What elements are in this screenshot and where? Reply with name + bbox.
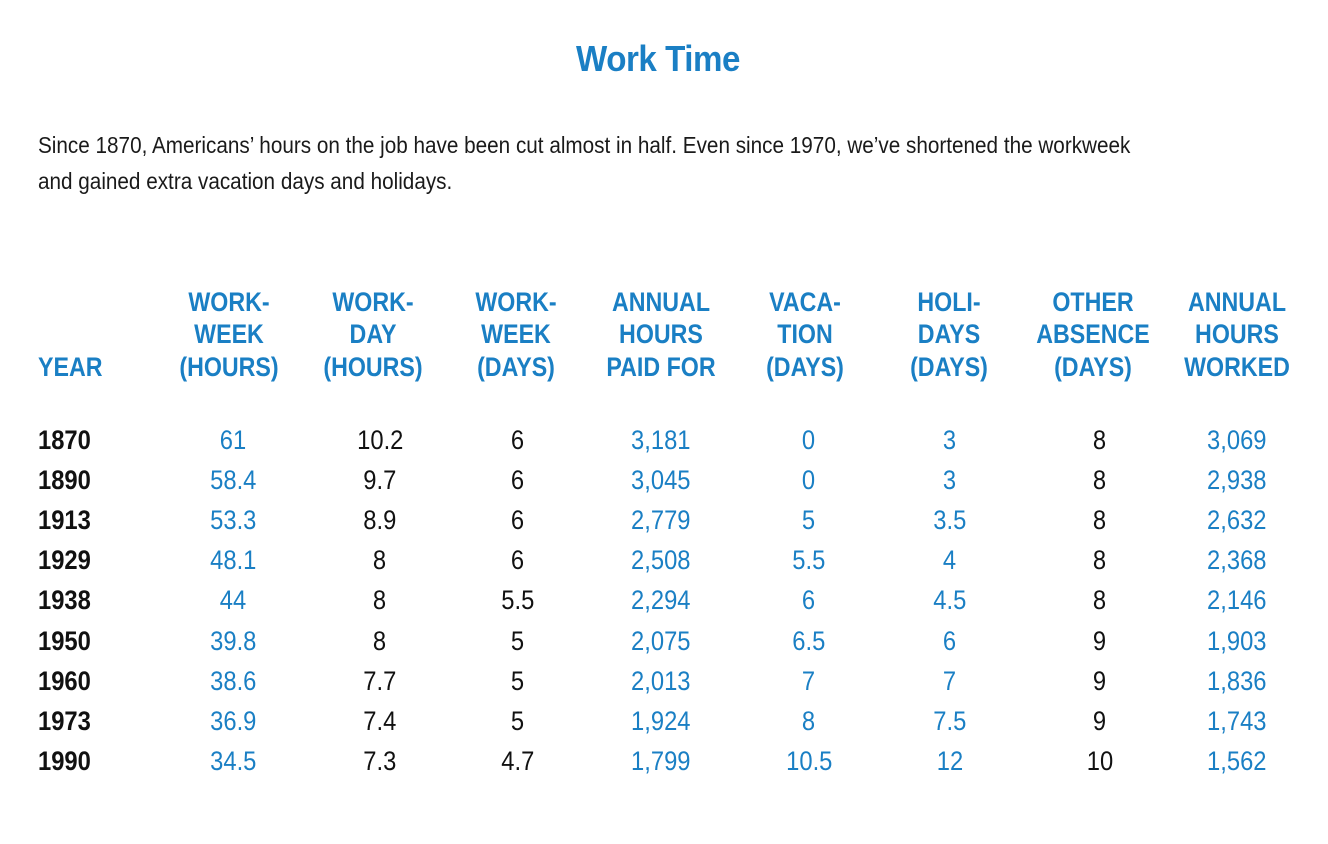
cell-holidays-days: 3 xyxy=(943,425,957,455)
cell-holidays-days: 7 xyxy=(943,665,957,696)
cell-workweek-days: 6 xyxy=(511,425,525,455)
cell-workday-hours: 8 xyxy=(373,625,387,656)
column-header-annual-hours-worked: ANNUAL HOURS WORKED xyxy=(1184,286,1290,382)
cell-vacation-days: 10.5 xyxy=(785,745,833,776)
cell-workweek-days: 6 xyxy=(511,465,525,496)
cell-workweek-hours: 53.3 xyxy=(209,505,257,536)
table-row xyxy=(0,661,1328,701)
cell-other-absence-days: 9 xyxy=(1093,625,1107,656)
cell-workweek-days: 6 xyxy=(511,505,525,536)
cell-workweek-hours: 44 xyxy=(219,585,247,616)
column-header-other-absence-days: OTHER ABSENCE (DAYS) xyxy=(1036,286,1150,382)
cell-workday-hours: 8 xyxy=(373,545,387,576)
column-header-holidays-days: HOLI- DAYS (DAYS) xyxy=(910,286,988,382)
cell-annual-hours-paid: 2,779 xyxy=(631,505,691,536)
cell-other-absence-days: 8 xyxy=(1093,545,1107,576)
cell-year: 1990 xyxy=(38,745,91,776)
cell-holidays-days: 7.5 xyxy=(933,705,967,736)
cell-workweek-days: 6 xyxy=(511,545,525,576)
table-row xyxy=(0,540,1328,580)
cell-other-absence-days: 8 xyxy=(1093,465,1107,496)
cell-annual-hours-worked: 1,836 xyxy=(1207,665,1267,696)
cell-annual-hours-worked: 2,368 xyxy=(1207,545,1267,576)
column-header-workweek-hours: WORK- WEEK (HOURS) xyxy=(179,286,279,382)
cell-workday-hours: 8 xyxy=(373,585,387,616)
cell-annual-hours-paid: 2,075 xyxy=(631,625,691,656)
cell-annual-hours-paid: 2,013 xyxy=(631,665,691,696)
cell-year: 1960 xyxy=(38,665,91,696)
cell-workweek-hours: 48.1 xyxy=(209,545,257,576)
cell-annual-hours-paid: 2,294 xyxy=(631,585,691,616)
cell-year: 1870 xyxy=(38,425,91,455)
cell-workday-hours: 9.7 xyxy=(363,465,397,496)
page-title: Work Time xyxy=(576,38,740,79)
cell-other-absence-days: 8 xyxy=(1093,585,1107,616)
cell-workday-hours: 7.7 xyxy=(363,665,397,696)
cell-year: 1973 xyxy=(38,705,91,736)
cell-vacation-days: 6.5 xyxy=(792,625,826,656)
cell-vacation-days: 5.5 xyxy=(792,545,826,576)
cell-year: 1913 xyxy=(38,505,91,536)
cell-holidays-days: 4 xyxy=(943,545,957,576)
table-row xyxy=(0,420,1328,460)
cell-workweek-hours: 34.5 xyxy=(209,745,257,776)
table-row xyxy=(0,741,1328,781)
cell-workday-hours: 10.2 xyxy=(356,425,404,455)
cell-vacation-days: 6 xyxy=(802,585,816,616)
cell-workweek-days: 5.5 xyxy=(501,585,535,616)
column-header-workweek-days: WORK- WEEK (DAYS) xyxy=(475,286,557,382)
cell-workday-hours: 8.9 xyxy=(363,505,397,536)
cell-workweek-hours: 38.6 xyxy=(209,665,257,696)
cell-annual-hours-paid: 2,508 xyxy=(631,545,691,576)
cell-workday-hours: 7.3 xyxy=(363,745,397,776)
cell-holidays-days: 6 xyxy=(943,625,957,656)
cell-holidays-days: 3 xyxy=(943,465,957,496)
cell-annual-hours-worked: 1,743 xyxy=(1207,705,1267,736)
cell-workday-hours: 7.4 xyxy=(363,705,397,736)
cell-workweek-hours: 39.8 xyxy=(209,625,257,656)
column-header-vacation-days: VACA- TION (DAYS) xyxy=(766,286,844,382)
cell-year: 1929 xyxy=(38,545,91,576)
cell-other-absence-days: 10 xyxy=(1086,745,1114,776)
cell-workweek-hours: 58.4 xyxy=(209,465,257,496)
cell-holidays-days: 3.5 xyxy=(933,505,967,536)
cell-workweek-days: 5 xyxy=(511,625,525,656)
cell-annual-hours-paid: 1,799 xyxy=(631,745,691,776)
table-row xyxy=(0,701,1328,741)
cell-holidays-days: 12 xyxy=(936,745,964,776)
cell-vacation-days: 7 xyxy=(802,665,816,696)
column-header-annual-hours-paid: ANNUAL HOURS PAID FOR xyxy=(606,286,716,382)
table-row xyxy=(0,460,1328,500)
column-header-year: YEAR xyxy=(38,351,103,382)
table-row xyxy=(0,621,1328,661)
cell-annual-hours-paid: 3,181 xyxy=(631,425,691,455)
cell-other-absence-days: 8 xyxy=(1093,425,1107,455)
cell-workweek-days: 5 xyxy=(511,705,525,736)
cell-other-absence-days: 9 xyxy=(1093,665,1107,696)
cell-vacation-days: 5 xyxy=(802,505,816,536)
cell-workweek-days: 5 xyxy=(511,665,525,696)
table-row xyxy=(0,580,1328,620)
cell-annual-hours-worked: 2,146 xyxy=(1207,585,1267,616)
cell-other-absence-days: 9 xyxy=(1093,705,1107,736)
cell-vacation-days: 0 xyxy=(802,425,816,455)
cell-workweek-hours: 36.9 xyxy=(209,705,257,736)
cell-vacation-days: 8 xyxy=(802,705,816,736)
cell-annual-hours-worked: 1,903 xyxy=(1207,625,1267,656)
cell-annual-hours-paid: 1,924 xyxy=(631,705,691,736)
column-header-workday-hours: WORK- DAY (HOURS) xyxy=(323,286,423,382)
cell-workweek-hours: 61 xyxy=(219,425,247,455)
cell-annual-hours-paid: 3,045 xyxy=(631,465,691,496)
cell-vacation-days: 0 xyxy=(802,465,816,496)
cell-holidays-days: 4.5 xyxy=(933,585,967,616)
cell-annual-hours-worked: 2,938 xyxy=(1207,465,1267,496)
table-row xyxy=(0,500,1328,540)
cell-year: 1890 xyxy=(38,465,91,496)
cell-other-absence-days: 8 xyxy=(1093,505,1107,536)
cell-workweek-days: 4.7 xyxy=(501,745,535,776)
cell-year: 1938 xyxy=(38,585,91,616)
cell-annual-hours-worked: 3,069 xyxy=(1207,425,1267,455)
intro-text: Since 1870, Americans’ hours on the job have been cut almost in half. Even since 1970, we’ve shortened the workweek and gained extra vacation days and holidays. xyxy=(38,132,1131,194)
cell-annual-hours-worked: 1,562 xyxy=(1207,745,1267,776)
cell-annual-hours-worked: 2,632 xyxy=(1207,505,1267,536)
cell-year: 1950 xyxy=(38,625,91,656)
